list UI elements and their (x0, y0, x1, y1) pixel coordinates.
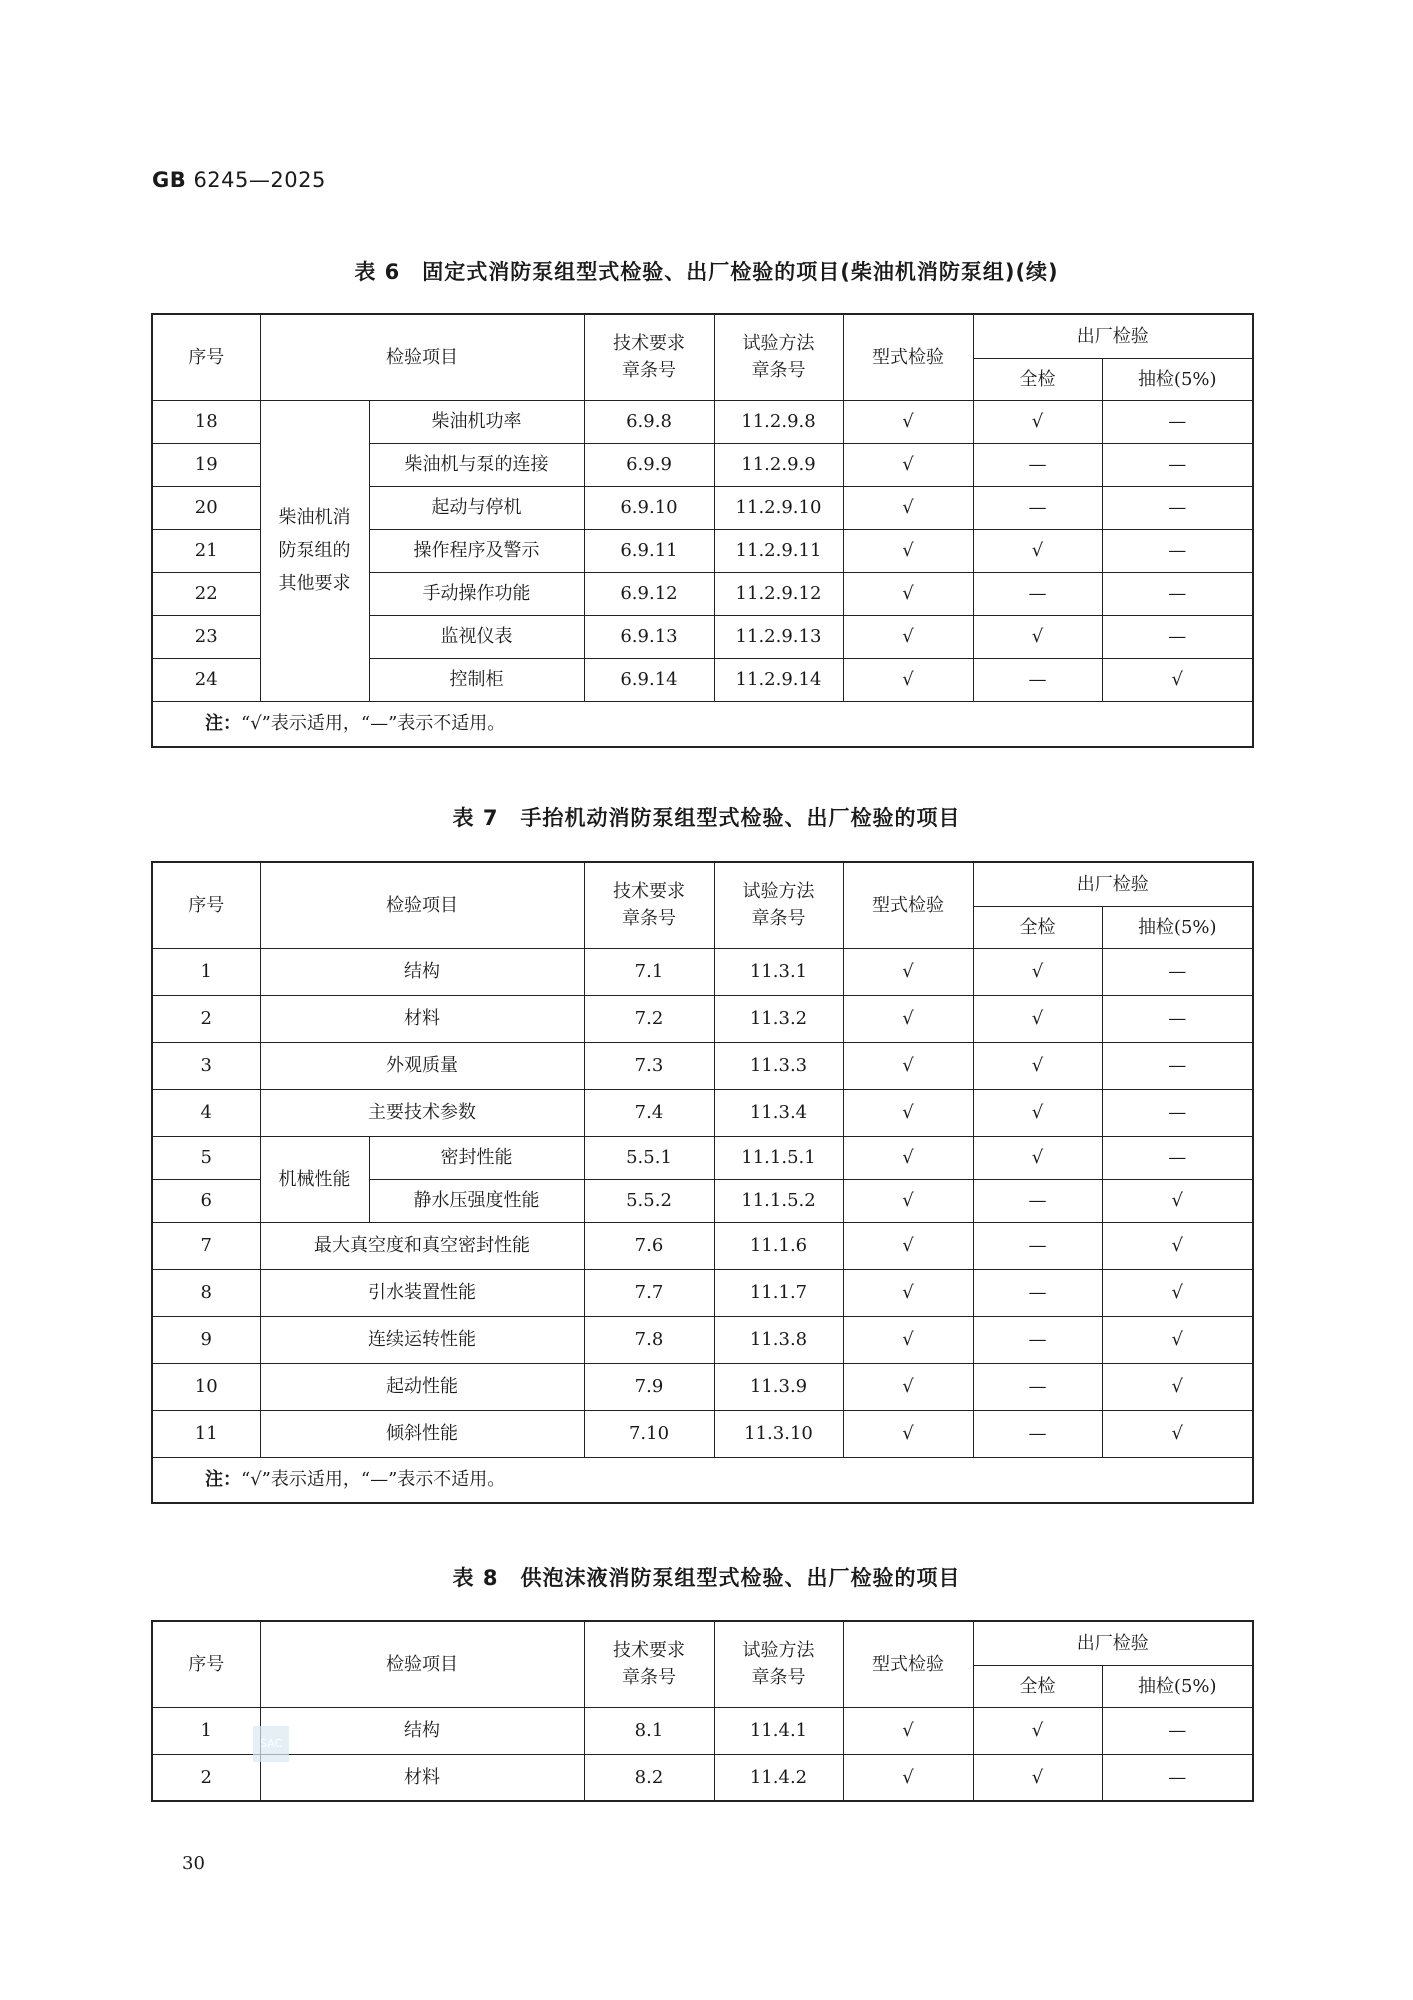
note-label: 注： (205, 713, 241, 735)
cell-method: 11.3.4 (714, 1089, 843, 1136)
table6-caption: 表 6 固定式消防泵组型式检验、出厂检验的项目(柴油机消防泵组)(续) (354, 260, 1059, 284)
col-method-line1: 试验方法 (742, 333, 815, 355)
cell-sample: — (1102, 995, 1253, 1042)
table-row (152, 1089, 1253, 1136)
standard-code (152, 168, 326, 192)
table-row (152, 1754, 1253, 1801)
table-row (152, 995, 1253, 1042)
col-factory: 出厂检验 (973, 314, 1253, 358)
note-cell (152, 701, 1253, 747)
cell-full: √ (973, 529, 1102, 572)
cell-no: 22 (152, 572, 260, 615)
col-seq: 序号 (152, 314, 260, 400)
cell-sample: √ (1102, 1363, 1253, 1410)
note-text: “√”表示适用，“—”表示不适用。 (241, 1469, 506, 1491)
cell-type: √ (843, 1089, 973, 1136)
col-sample: 抽检(5%) (1102, 1665, 1253, 1707)
cell-req: 5.5.2 (584, 1179, 714, 1222)
cell-no: 18 (152, 400, 260, 443)
cell-req: 6.9.9 (584, 443, 714, 486)
watermark-logo: SAC (253, 1726, 289, 1762)
table8-caption: 表 8 供泡沫液消防泵组型式检验、出厂检验的项目 (452, 1566, 961, 1590)
standard-prefix: GB (152, 168, 187, 192)
cell-full: √ (973, 1136, 1102, 1179)
cell-method: 11.4.2 (714, 1754, 843, 1801)
col-type-test: 型式检验 (843, 1621, 973, 1707)
cell-req: 7.4 (584, 1089, 714, 1136)
col-type-test: 型式检验 (843, 314, 973, 400)
table7 (151, 861, 1254, 1504)
table8-body (152, 1707, 1253, 1801)
table7-caption: 表 7 手抬机动消防泵组型式检验、出厂检验的项目 (452, 806, 961, 830)
cell-method: 11.4.1 (714, 1707, 843, 1754)
cell-full: — (973, 658, 1102, 701)
cell-type: √ (843, 615, 973, 658)
col-item: 检验项目 (260, 862, 584, 948)
col-type-test: 型式检验 (843, 862, 973, 948)
group-label-line: 柴油机消 (278, 506, 351, 528)
cell-item: 引水装置性能 (260, 1269, 584, 1316)
cell-item: 连续运转性能 (260, 1316, 584, 1363)
cell-full: — (973, 1410, 1102, 1457)
cell-item: 材料 (260, 1754, 584, 1801)
cell-no: 4 (152, 1089, 260, 1136)
cell-full: √ (973, 1707, 1102, 1754)
col-method (714, 862, 843, 948)
col-req-line1: 技术要求 (613, 333, 685, 355)
cell-full: — (973, 1269, 1102, 1316)
col-method-line1: 试验方法 (742, 881, 815, 903)
cell-full: — (973, 1316, 1102, 1363)
cell-no: 2 (152, 995, 260, 1042)
cell-type: √ (843, 948, 973, 995)
table-row (152, 948, 1253, 995)
group-label-line: 其他要求 (278, 573, 351, 595)
col-req-line2: 章条号 (622, 1667, 676, 1689)
cell-no: 2 (152, 1754, 260, 1801)
cell-method: 11.2.9.10 (714, 486, 843, 529)
cell-method: 11.3.1 (714, 948, 843, 995)
cell-item: 控制柜 (369, 658, 584, 701)
cell-type: √ (843, 1179, 973, 1222)
col-method-line2: 章条号 (751, 360, 806, 382)
note-label: 注： (205, 1469, 241, 1491)
col-method (714, 314, 843, 400)
cell-req: 7.1 (584, 948, 714, 995)
col-seq: 序号 (152, 1621, 260, 1707)
cell-req: 7.7 (584, 1269, 714, 1316)
cell-sample: √ (1102, 1316, 1253, 1363)
table-row (152, 1363, 1253, 1410)
cell-req: 6.9.14 (584, 658, 714, 701)
cell-type: √ (843, 572, 973, 615)
cell-type: √ (843, 1042, 973, 1089)
col-req-line1: 技术要求 (613, 881, 685, 903)
col-method (714, 1621, 843, 1707)
cell-type: √ (843, 1136, 973, 1179)
col-method-line1: 试验方法 (742, 1640, 815, 1662)
cell-full: — (973, 443, 1102, 486)
col-full: 全检 (973, 1665, 1102, 1707)
cell-sample: — (1102, 948, 1253, 995)
cell-sample: — (1102, 400, 1253, 443)
cell-type: √ (843, 1269, 973, 1316)
standard-number: 6245—2025 (193, 168, 326, 192)
cell-item: 起动性能 (260, 1363, 584, 1410)
cell-type: √ (843, 1363, 973, 1410)
col-method-line2: 章条号 (751, 1667, 806, 1689)
cell-sample: — (1102, 1089, 1253, 1136)
cell-sample: — (1102, 443, 1253, 486)
cell-type: √ (843, 658, 973, 701)
cell-req: 6.9.11 (584, 529, 714, 572)
cell-method: 11.3.3 (714, 1042, 843, 1089)
cell-req: 7.3 (584, 1042, 714, 1089)
cell-sample: √ (1102, 1410, 1253, 1457)
cell-item: 密封性能 (369, 1136, 584, 1179)
cell-req: 6.9.12 (584, 572, 714, 615)
cell-type: √ (843, 443, 973, 486)
cell-type: √ (843, 400, 973, 443)
cell-item: 操作程序及警示 (369, 529, 584, 572)
cell-method: 11.1.5.2 (714, 1179, 843, 1222)
cell-item: 主要技术参数 (260, 1089, 584, 1136)
table6-header (152, 314, 1253, 400)
cell-full: √ (973, 1042, 1102, 1089)
cell-item: 静水压强度性能 (369, 1179, 584, 1222)
col-full: 全检 (973, 906, 1102, 948)
note-row (152, 1457, 1253, 1503)
group-label: 机械性能 (260, 1136, 369, 1222)
cell-full: √ (973, 1754, 1102, 1801)
cell-item: 结构 (260, 1707, 584, 1754)
cell-req: 7.9 (584, 1363, 714, 1410)
cell-req: 8.1 (584, 1707, 714, 1754)
cell-type: √ (843, 1410, 973, 1457)
cell-full: √ (973, 995, 1102, 1042)
cell-full: — (973, 486, 1102, 529)
cell-method: 11.3.9 (714, 1363, 843, 1410)
cell-type: √ (843, 486, 973, 529)
cell-item: 外观质量 (260, 1042, 584, 1089)
table-row (152, 1410, 1253, 1457)
cell-item: 材料 (260, 995, 584, 1042)
cell-full: √ (973, 400, 1102, 443)
col-req-line1: 技术要求 (613, 1640, 685, 1662)
cell-item: 柴油机功率 (369, 400, 584, 443)
cell-req: 6.9.8 (584, 400, 714, 443)
table-row (152, 1136, 1253, 1179)
cell-method: 11.2.9.11 (714, 529, 843, 572)
cell-item: 最大真空度和真空密封性能 (260, 1222, 584, 1269)
cell-no: 11 (152, 1410, 260, 1457)
cell-item: 柴油机与泵的连接 (369, 443, 584, 486)
cell-full: — (973, 1222, 1102, 1269)
cell-req: 7.10 (584, 1410, 714, 1457)
cell-no: 8 (152, 1269, 260, 1316)
col-item: 检验项目 (260, 1621, 584, 1707)
col-method-line2: 章条号 (751, 908, 806, 930)
cell-method: 11.1.6 (714, 1222, 843, 1269)
col-req-line2: 章条号 (622, 360, 676, 382)
cell-req: 7.8 (584, 1316, 714, 1363)
cell-method: 11.2.9.12 (714, 572, 843, 615)
col-req (584, 314, 714, 400)
cell-no: 24 (152, 658, 260, 701)
cell-type: √ (843, 529, 973, 572)
table8-header (152, 1621, 1253, 1707)
cell-full: √ (973, 948, 1102, 995)
cell-full: √ (973, 1089, 1102, 1136)
table7-body (152, 948, 1253, 1503)
cell-type: √ (843, 1222, 973, 1269)
note-text: “√”表示适用，“—”表示不适用。 (241, 713, 506, 735)
cell-req: 7.6 (584, 1222, 714, 1269)
table-row (152, 1042, 1253, 1089)
cell-item: 结构 (260, 948, 584, 995)
note-cell (152, 1457, 1253, 1503)
cell-sample: — (1102, 1707, 1253, 1754)
cell-method: 11.3.8 (714, 1316, 843, 1363)
cell-no: 21 (152, 529, 260, 572)
group-label-line: 防泵组的 (278, 539, 351, 561)
cell-req: 6.9.13 (584, 615, 714, 658)
cell-sample: √ (1102, 658, 1253, 701)
table8 (151, 1620, 1254, 1802)
cell-method: 11.3.10 (714, 1410, 843, 1457)
cell-no: 20 (152, 486, 260, 529)
note-row (152, 701, 1253, 747)
cell-sample: — (1102, 572, 1253, 615)
table-row (152, 1269, 1253, 1316)
cell-sample: — (1102, 1042, 1253, 1089)
cell-item: 起动与停机 (369, 486, 584, 529)
cell-method: 11.1.7 (714, 1269, 843, 1316)
table-row (152, 1707, 1253, 1754)
cell-req: 8.2 (584, 1754, 714, 1801)
table7-header (152, 862, 1253, 948)
cell-method: 11.1.5.1 (714, 1136, 843, 1179)
cell-no: 9 (152, 1316, 260, 1363)
cell-method: 11.2.9.13 (714, 615, 843, 658)
cell-sample: — (1102, 486, 1253, 529)
cell-no: 5 (152, 1136, 260, 1179)
table-row (152, 400, 1253, 443)
cell-no: 23 (152, 615, 260, 658)
col-factory: 出厂检验 (973, 862, 1253, 906)
page-number: 30 (182, 1853, 205, 1874)
cell-no: 19 (152, 443, 260, 486)
cell-item: 手动操作功能 (369, 572, 584, 615)
cell-no: 3 (152, 1042, 260, 1089)
col-factory: 出厂检验 (973, 1621, 1253, 1665)
cell-sample: — (1102, 1136, 1253, 1179)
cell-no: 10 (152, 1363, 260, 1410)
cell-no: 7 (152, 1222, 260, 1269)
cell-no: 1 (152, 948, 260, 995)
cell-method: 11.2.9.9 (714, 443, 843, 486)
table6-body (152, 400, 1253, 747)
cell-full: — (973, 1179, 1102, 1222)
cell-req: 7.2 (584, 995, 714, 1042)
col-sample: 抽检(5%) (1102, 906, 1253, 948)
cell-sample: — (1102, 529, 1253, 572)
cell-full: √ (973, 615, 1102, 658)
col-sample: 抽检(5%) (1102, 358, 1253, 400)
cell-method: 11.2.9.8 (714, 400, 843, 443)
cell-full: — (973, 1363, 1102, 1410)
col-seq: 序号 (152, 862, 260, 948)
cell-method: 11.3.2 (714, 995, 843, 1042)
cell-sample: √ (1102, 1269, 1253, 1316)
cell-type: √ (843, 995, 973, 1042)
cell-req: 5.5.1 (584, 1136, 714, 1179)
table-row (152, 1316, 1253, 1363)
group-label (260, 400, 369, 701)
col-req (584, 862, 714, 948)
cell-sample: — (1102, 1754, 1253, 1801)
cell-item: 监视仪表 (369, 615, 584, 658)
cell-type: √ (843, 1316, 973, 1363)
cell-method: 11.2.9.14 (714, 658, 843, 701)
cell-item: 倾斜性能 (260, 1410, 584, 1457)
cell-req: 6.9.10 (584, 486, 714, 529)
cell-type: √ (843, 1707, 973, 1754)
col-item: 检验项目 (260, 314, 584, 400)
cell-sample: √ (1102, 1222, 1253, 1269)
cell-sample: — (1102, 615, 1253, 658)
table-row (152, 1222, 1253, 1269)
col-req (584, 1621, 714, 1707)
table6 (151, 313, 1254, 748)
cell-type: √ (843, 1754, 973, 1801)
col-req-line2: 章条号 (622, 908, 676, 930)
cell-no: 1 (152, 1707, 260, 1754)
col-full: 全检 (973, 358, 1102, 400)
cell-no: 6 (152, 1179, 260, 1222)
cell-full: — (973, 572, 1102, 615)
cell-sample: √ (1102, 1179, 1253, 1222)
